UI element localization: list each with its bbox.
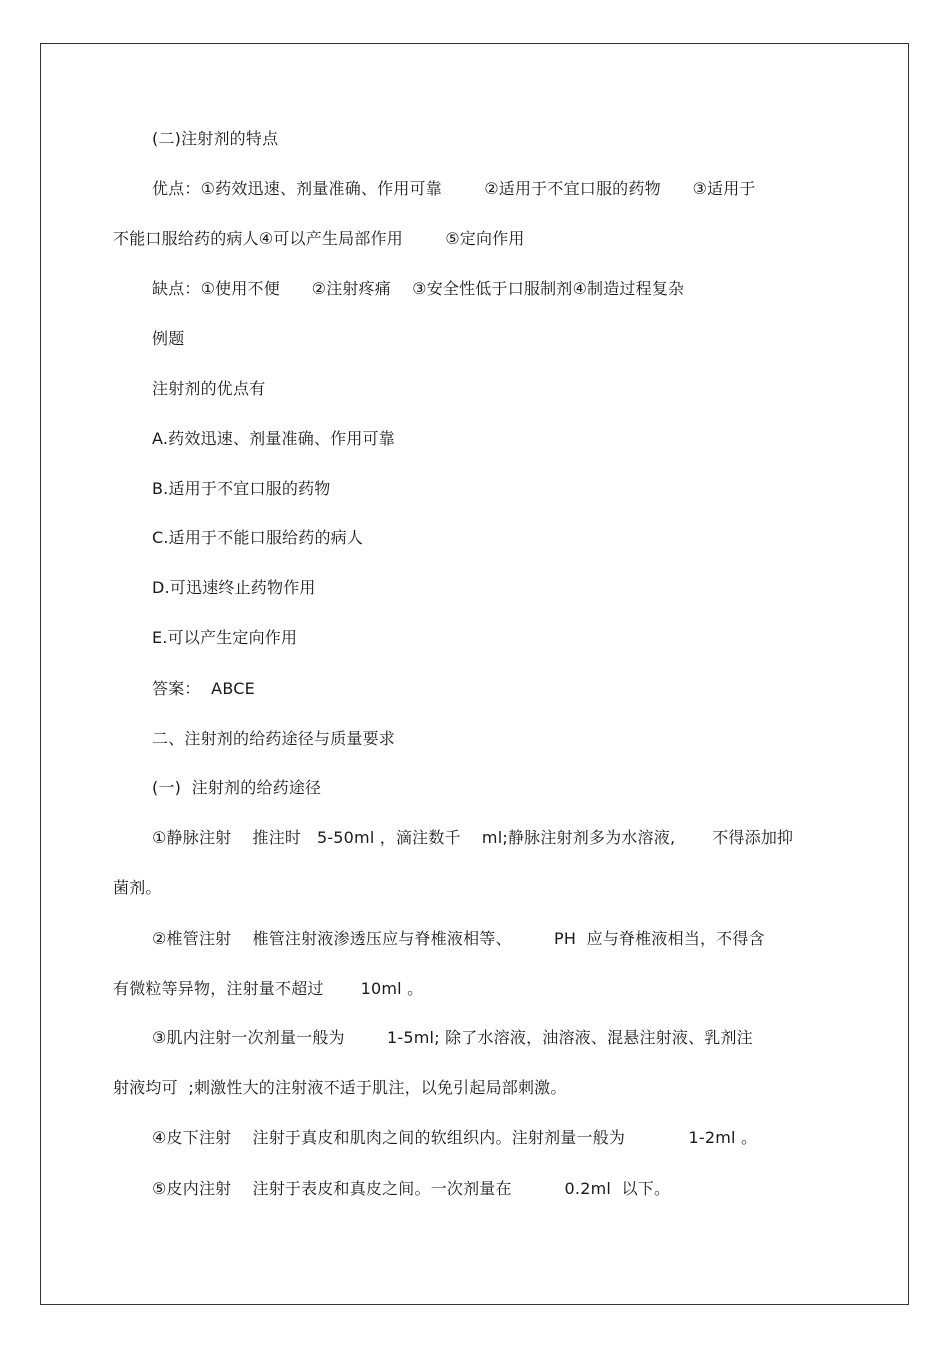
id-line: ⑤皮内注射 注射于表皮和真皮之间。一次剂量在 0.2ml 以下。 xyxy=(152,1179,671,1198)
im-line-2: 射液均可 ;刺激性大的注射液不适于肌注，以免引起局部刺激。 xyxy=(113,1078,567,1097)
iv-line-2: 菌剂。 xyxy=(113,878,162,897)
spinal-line-2: 有微粒等异物，注射量不超过 10ml 。 xyxy=(113,979,424,998)
im-line-1: ③肌内注射一次剂量一般为 1-5ml; 除了水溶液，油溶液、混悬注射液、乳剂注 xyxy=(152,1028,753,1047)
option-e: E.可以产生定向作用 xyxy=(152,628,298,647)
subsection1-title: (一) 注射剂的给药途径 xyxy=(152,778,322,797)
section-title: (二)注射剂的特点 xyxy=(152,129,279,148)
answer: 答案： ABCE xyxy=(152,679,255,698)
iv-line-1: ①静脉注射 推注时 5-50ml ，滴注数千 ml;静脉注射剂多为水溶液, 不得添加抑 xyxy=(152,828,794,847)
example-label: 例题 xyxy=(152,329,185,348)
sc-line: ④皮下注射 注射于真皮和肌肉之间的软组织内。注射剂量一般为 1-2ml 。 xyxy=(152,1128,758,1147)
advantages-line-2: 不能口服给药的病人④可以产生局部作用 ⑤定向作用 xyxy=(113,229,525,248)
advantages-line-1: 优点：①药效迅速、剂量准确、作用可靠 ②适用于不宜口服的药物 ③适用于 xyxy=(152,179,756,198)
spinal-line-1: ②椎管注射 椎管注射液渗透压应与脊椎液相等、 PH 应与脊椎液相当，不得含 xyxy=(152,929,765,948)
disadvantages-line: 缺点：①使用不便 ②注射疼痛 ③安全性低于口服制剂④制造过程复杂 xyxy=(152,279,685,298)
option-b: B.适用于不宜口服的药物 xyxy=(152,479,331,498)
option-c: C.适用于不能口服给药的病人 xyxy=(152,528,364,547)
option-a: A.药效迅速、剂量准确、作用可靠 xyxy=(152,429,395,448)
question-stem: 注射剂的优点有 xyxy=(152,379,266,398)
part2-title: 二、注射剂的给药途径与质量要求 xyxy=(152,729,396,748)
option-d: D.可迅速终止药物作用 xyxy=(152,578,316,597)
